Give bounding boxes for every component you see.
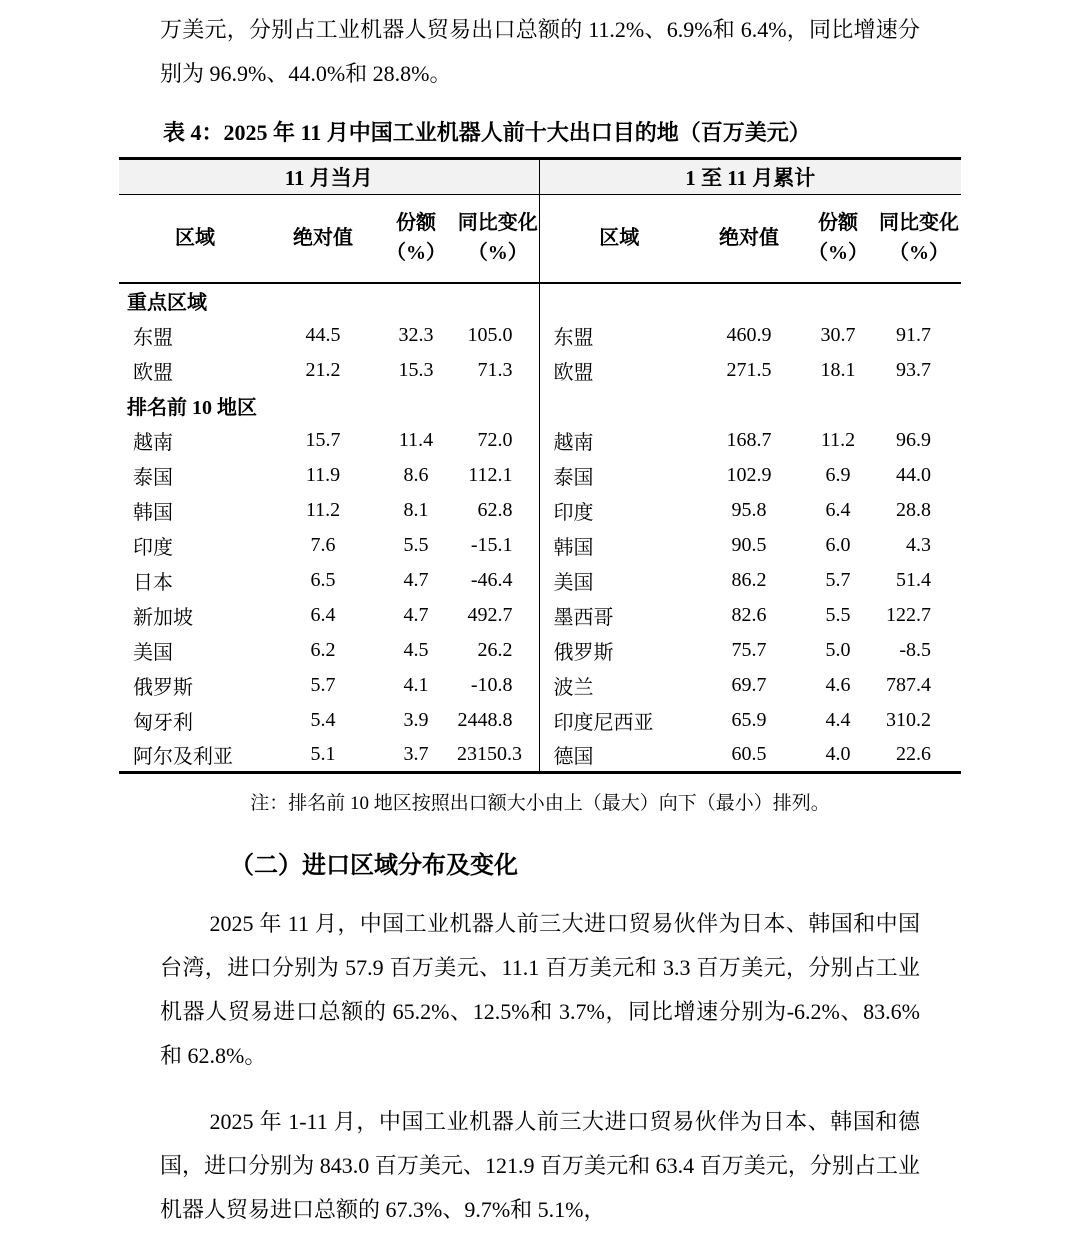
table-row [119,738,961,773]
table-note: 注：排名前 10 地区按照出口额大小由上（最大）向下（最小）排列。 [250,793,830,814]
table-cell: 32.3 [398,323,434,346]
group-header-current-month: 11 月当月 [119,159,539,195]
table-cell: 6.9 [825,463,851,486]
table-cell: 6.0 [825,533,851,556]
table-cell: 4.3 [906,533,932,556]
table-cell: 5.7 [310,673,336,696]
table-row [119,668,961,703]
import-paragraph-november: 2025 年 11 月，中国工业机器人前三大进口贸易伙伴为日本、韩国和中国台湾，进口分别为 57.9 百万美元、11.1 百万美元和 3.3 百万美元，分别占工业机器人贸易进口总额的 65.2%、12.5%和 3.7%，同比增速分别为-6.2%、83.6%和 62.8%。 [160,911,920,1068]
table-cell: 印度 [539,493,699,528]
table-cell: 28.8 [896,498,932,521]
table-cell: 112.1 [468,463,513,486]
table-cell: 69.7 [731,673,767,696]
col-header-abs-label: 绝对值 [292,227,353,250]
export-destinations-table [119,157,961,774]
table-cell: 新加坡 [132,606,193,629]
table-cell: 86.2 [731,568,767,591]
col-header-share-left [375,195,457,283]
table-cell: 5.7 [825,568,851,591]
table-cell: 787.4 [886,673,932,696]
table-row [119,353,961,388]
table-cell [539,388,961,423]
table-cell: 11.4 [398,428,434,451]
table-cell: 4.5 [403,638,429,661]
table-cell: 21.2 [305,358,341,381]
table-row [119,563,961,598]
table-cell: 3.9 [403,708,429,731]
table-cell: 15.7 [305,428,341,451]
col-header-abs-left [271,195,375,283]
table-cell: 65.9 [731,708,767,731]
table-row [119,318,961,353]
table-cell: 泰国 [132,466,173,489]
table-cell: 东盟 [132,326,173,349]
table-cell: 105.0 [467,323,513,346]
table-cell: 韩国 [539,528,699,563]
table-cell: 26.2 [477,638,513,661]
col-header-abs-label: 绝对值 [719,227,779,250]
col-header-share-label: 份额 [818,212,858,235]
table-cell: -15.1 [470,533,513,556]
table-cell: 俄罗斯 [539,633,699,668]
table-cell: -8.5 [899,638,932,661]
table-cell: 日本 [132,571,173,594]
table-cell: 8.1 [403,498,429,521]
import-paragraph-cumulative: 2025 年 1-11 月，中国工业机器人前三大进口贸易伙伴为日本、韩国和德国，进口分别为 843.0 百万美元、121.9 百万美元和 63.4 百万美元，分别占工业机器人贸易进口总额的 67.3%、9.7%和 5.1%， [160,1109,920,1222]
table-cell: 墨西哥 [539,598,699,633]
table-row [119,528,961,563]
table-cell: 23150.3 [456,742,522,765]
table-cell: 4.4 [825,708,851,731]
table-cell: 168.7 [726,428,772,451]
table-cell: 波兰 [539,668,699,703]
table-cell: 271.5 [726,358,772,381]
table-cell: 72.0 [477,428,513,451]
table-cell: 6.2 [310,638,336,661]
table-cell: 美国 [539,563,699,598]
table-row [119,633,961,668]
section-heading-import-distribution: （二）进口区域分布及变化 [230,853,518,879]
table-cell: 11.2 [820,428,856,451]
table-cell: 4.1 [403,673,429,696]
table-cell: 122.7 [886,603,932,626]
table-cell: 62.8 [477,498,513,521]
table-section-row [119,388,961,423]
table-cell: 93.7 [896,358,932,381]
table-cell: 2448.8 [457,708,513,731]
table-cell: 310.2 [886,708,932,731]
table-cell: 5.4 [310,708,336,731]
table-cell: 60.5 [731,742,767,765]
table-body [119,283,961,773]
table-cell: 3.7 [403,742,429,765]
table-cell: 82.6 [731,603,767,626]
col-header-region-right [539,195,699,283]
table-row [119,703,961,738]
table-cell: 71.3 [477,358,513,381]
col-header-yoy-right [877,195,961,283]
table-cell: 印度 [132,536,173,559]
table-row [119,458,961,493]
table-cell: 美国 [132,641,173,664]
table-cell: 95.8 [731,498,767,521]
table-cell: -10.8 [470,673,513,696]
table-cell: 阿尔及利亚 [132,745,233,768]
table-cell: 44.0 [896,463,932,486]
table-cell: 6.5 [310,568,336,591]
table-cell: 15.3 [398,358,434,381]
table-cell: 越南 [132,431,173,454]
intro-paragraph: 万美元，分别占工业机器人贸易出口总额的 11.2%、6.9%和 6.4%，同比增速分别为 96.9%、44.0%和 28.8%。 [160,17,920,86]
col-header-region-left [119,195,271,283]
table-cell: 51.4 [896,568,932,591]
table-cell: 4.6 [825,673,851,696]
col-header-share-unit: （%） [808,242,868,265]
col-header-yoy-label: 同比变化 [457,212,538,235]
table-cell: 102.9 [726,463,772,486]
table-cell: 91.7 [896,323,932,346]
table-cell: 欧盟 [539,353,699,388]
table-cell: 7.6 [310,533,336,556]
table-section-row [119,283,961,318]
table-cell: 5.5 [825,603,851,626]
table-cell: 22.6 [896,742,932,765]
table-column-header-row [119,195,961,283]
col-header-abs-right [699,195,799,283]
table-cell: 5.0 [825,638,851,661]
col-header-region-label: 区域 [174,227,215,250]
table-cell: 11.9 [305,463,341,486]
table-cell: 东盟 [539,318,699,353]
table-cell: 90.5 [731,533,767,556]
table-row [119,598,961,633]
table-title: 表 4：2025 年 11 月中国工业机器人前十大出口目的地（百万美元） [163,120,811,145]
table-cell [539,283,961,318]
table-cell: 460.9 [726,323,772,346]
table-cell: 德国 [539,738,699,773]
table-cell: 18.1 [820,358,856,381]
table-cell: 75.7 [731,638,767,661]
table-cell: 30.7 [820,323,856,346]
table-cell: 泰国 [539,458,699,493]
col-header-yoy-label: 同比变化 [879,212,960,235]
table-cell: 8.6 [403,463,429,486]
table-header [119,159,961,283]
table-group-header-row [119,159,961,195]
table-row [119,493,961,528]
table-cell: 匈牙利 [132,711,193,734]
table-cell: 韩国 [132,501,173,524]
col-header-region-label: 区域 [599,227,640,250]
table-cell: 5.5 [403,533,429,556]
group-header-cumulative: 1 至 11 月累计 [539,159,961,195]
table-cell: 44.5 [305,323,341,346]
col-header-share-right [799,195,877,283]
table-cell: 492.7 [467,603,513,626]
table-cell: -46.4 [470,568,513,591]
table-cell: 6.4 [825,498,851,521]
col-header-share-unit: （%） [385,242,446,265]
table-section-label: 重点区域 [126,292,207,314]
table-cell: 俄罗斯 [132,676,193,699]
table-row [119,423,961,458]
table-cell: 11.2 [305,498,341,521]
table-cell: 96.9 [896,428,932,451]
col-header-share-label: 份额 [395,212,436,235]
table-cell: 6.4 [310,603,336,626]
table-cell: 4.0 [825,742,851,765]
table-cell: 欧盟 [132,361,173,384]
table-section-label: 排名前 10 地区 [126,396,257,419]
table-cell: 越南 [539,423,699,458]
table-cell: 5.1 [310,742,336,765]
table-cell: 印度尼西亚 [539,703,699,738]
table-cell: 4.7 [403,568,429,591]
table-cell: 4.7 [403,603,429,626]
col-header-yoy-left [457,195,539,283]
col-header-yoy-unit: （%） [467,242,528,265]
col-header-yoy-unit: （%） [889,242,950,265]
